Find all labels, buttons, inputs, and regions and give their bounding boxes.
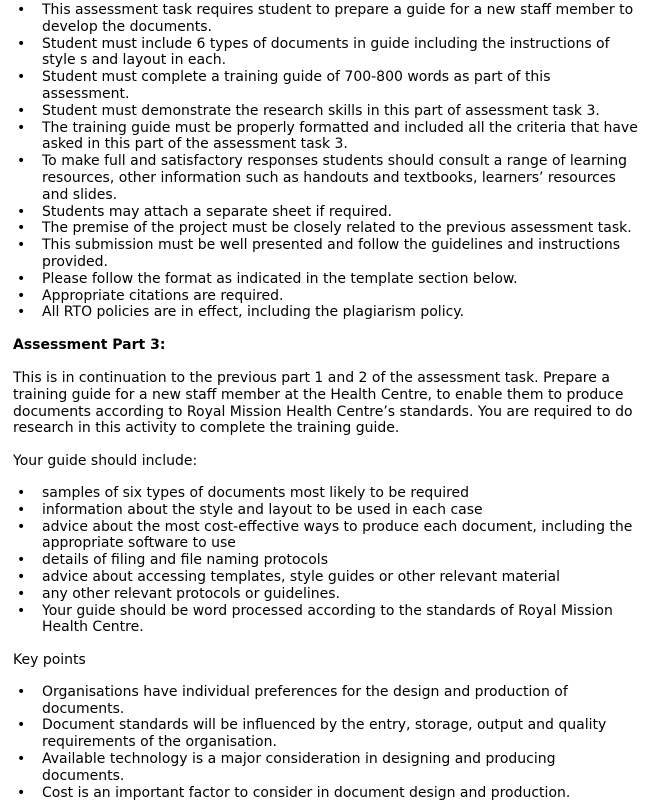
list-item-text: Student must demonstrate the research skills in this part of assessment task 3. [42,102,600,119]
list-item-text: Please follow the format as indicated in the template section below. [42,270,518,287]
bullet-icon: • [17,69,26,86]
list-item [13,237,642,271]
list-item [13,586,642,603]
list-item-text: advice about the most cost-effective ways to produce each document, including the appropriate software to use [42,518,633,552]
bullet-icon: • [17,602,26,619]
guide-label: Your guide should include: [13,453,198,470]
list-item-text: This assessment task requires student to prepare a guide for a new staff member to develop the documents. [42,2,634,35]
list-item [13,271,642,288]
bullet-icon: • [17,304,26,321]
list-item-text: The training guide must be properly formatted and included all the criteria that have asked in this part of the assessment task 3. [42,119,638,153]
section-heading: Assessment Part 3: [13,337,166,354]
list-item-text: any other relevant protocols or guidelines. [42,585,340,602]
key-points-list [13,684,672,802]
intro-paragraph: This is in continuation to the previous part 1 and 2 of the assessment task. Prepare a training guide for a new staff member at the Health Centre, to enable them to produce documents according to Royal Mission Health Centre’s standards. You are required to do research in this activity to complete the training guide. [13,369,633,437]
list-item-text: Available technology is a major consideration in designing and producing documents. [42,751,556,784]
list-item [13,485,642,502]
list-item [13,288,642,305]
list-item [13,717,642,751]
list-item-text: This submission must be well presented and follow the guidelines and instructions provided. [42,237,621,270]
list-item-text: Cost is an important factor to consider in document design and production. [42,784,571,801]
bullet-icon: • [17,501,26,518]
list-item [13,2,642,36]
list-item [13,603,642,637]
bullet-icon: • [17,203,26,220]
bullet-icon: • [17,270,26,287]
bullet-icon: • [17,585,26,602]
list-item-text: information about the style and layout to be used in each case [42,501,483,518]
requirements-list [13,2,672,321]
bullet-icon: • [17,119,26,136]
bullet-icon: • [17,518,26,535]
bullet-icon: • [17,784,26,801]
list-item-text: The premise of the project must be closely related to the previous assessment task. [42,220,632,237]
bullet-icon: • [17,102,26,119]
list-item-text: To make full and satisfactory responses students should consult a range of learning resources, other information such as handouts and textbooks, learners’ resources and slides. [42,153,627,203]
list-item [13,120,642,154]
list-item [13,304,642,321]
list-item [13,103,642,120]
list-item-text: Document standards will be influenced by the entry, storage, output and quality requirements of the organisation. [42,717,607,751]
bullet-icon: • [17,237,26,254]
list-item [13,684,642,718]
bullet-icon: • [17,287,26,304]
list-item [13,69,642,103]
list-item [13,220,642,237]
list-item [13,552,642,569]
list-item-text: details of filing and file naming protocols [42,552,328,569]
list-item-text: Student must include 6 types of documents in guide including the instructions of style s and layout in each. [42,35,610,69]
list-item [13,785,642,802]
list-item-text: Appropriate citations are required. [42,287,284,304]
list-item-text: Student must complete a training guide of 700-800 words as part of this assessment. [42,69,551,102]
bullet-icon: • [17,2,26,18]
list-item-text: Students may attach a separate sheet if required. [42,203,392,220]
bullet-icon: • [17,717,26,734]
bullet-icon: • [17,35,26,52]
bullet-icon: • [17,683,26,700]
list-item-text: advice about accessing templates, style guides or other relevant material [42,568,561,585]
bullet-icon: • [17,220,26,237]
bullet-icon: • [17,552,26,569]
list-item-text: Organisations have individual preferences for the design and production of documents. [42,683,568,717]
list-item-text: Your guide should be word processed according to the standards of Royal Mission Health Centre. [42,602,613,636]
bullet-icon: • [17,153,26,170]
list-item [13,751,642,785]
list-item-text: All RTO policies are in effect, including the plagiarism policy. [42,304,465,321]
bullet-icon: • [17,568,26,585]
bullet-icon: • [17,751,26,768]
list-item [13,519,642,553]
list-item [13,569,642,586]
bullet-icon: • [17,484,26,501]
list-item [13,204,642,221]
list-item [13,153,642,203]
key-points-label: Key points [13,652,86,669]
list-item-text: samples of six types of documents most likely to be required [42,484,470,501]
guide-items-list [13,485,672,636]
list-item [13,36,642,70]
list-item [13,502,642,519]
